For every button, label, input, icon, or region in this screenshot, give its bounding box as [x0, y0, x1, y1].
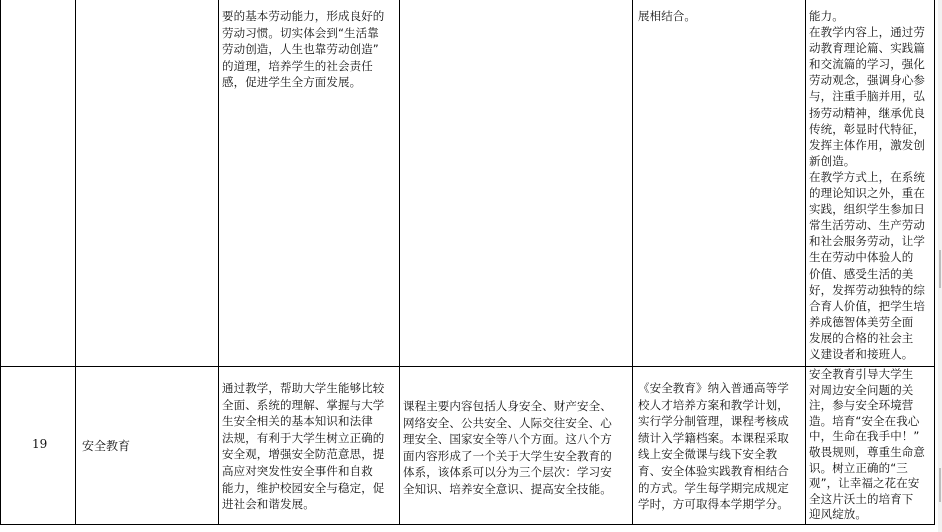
objectives-cell-continued: 要的基本劳动能力，形成良好的 劳动习惯。切实体会到“生活靠 劳动创造，人生也靠劳动创造” 的道理，培养学生的社会责任 感，促进学生全方面发展。 [222, 9, 385, 90]
content-cell: 课程主要内容包括人身安全、财产安全、 网络安全、公共安全、人际交往安全、心 理安全、国家安全等八个方面。这八个方 面内容形成了一个关于大学生安全教育的 体系，该体系可以分为三个层次：学习安 全知识、培养安全意识、提高安全技能。 [403, 399, 612, 496]
row-divider [0, 366, 935, 367]
implementation-cell-continued: 展相结合。 [638, 9, 696, 23]
course-number: 19 [32, 437, 48, 451]
table-border-right [934, 0, 935, 525]
scroll-edge-mark [939, 250, 941, 288]
table-border-left [0, 0, 1, 525]
course-name: 安全教育 [82, 439, 131, 453]
column-divider [632, 0, 633, 525]
reform-cell-continued: 能力。 在教学内容上，通过劳 动教育理论篇、实践篇 和交流篇的学习，强化 劳动观念，强调身心参 与，注重手脑并用，弘 扬劳动精神，继承优良 传统，彰显时代特征， 发挥主体作用，激发创 新创造。 在教学方式上，在系统 的理论知识之外，重在 实践，组织学生参加日 常生活劳动、生产劳动 和社会服务劳动，让学 生在劳动中体验人的 价值、感受生活的美 好，发挥劳动独特的综 合育人价值，把学生培 养成德智体美劳全面 发展的合格的社会主 义建设者和接班人。 [809, 9, 925, 361]
reform-cell: 安全教育引导大学生 对周边安全问题的关 注，参与安全环境营 造。培育“安全在我心 中，生命在我手中！” 敬畏规则，尊重生命意 识。树立正确的“三 观”，让幸福之花在安 全这片沃土的培育下 迎风绽放。 [809, 367, 925, 522]
table-border-bottom [0, 524, 935, 525]
column-divider [805, 0, 806, 525]
column-divider [218, 0, 219, 525]
implementation-cell: 《安全教育》纳入普通高等学 校人才培养方案和教学计划， 实行学分制管理，课程考核成 绩计入学籍档案。本课程采取 线上安全微课与线下安全教 育、安全体验实践教育相结合 的方式。学生每学期完成规定 学时，方可取得本学期学分。 [638, 381, 789, 512]
objectives-cell: 通过教学，帮助大学生能够比较 全面、系统的理解、掌握与大学 生安全相关的基本知识和法律 法规，有利于大学生树立正确的 安全观，增强安全防范意思，提 高应对突发性安全事件和自救 能力，维护校园安全与稳定，促 进社会和谐发展。 [222, 381, 385, 512]
column-divider [399, 0, 400, 525]
scroll-edge-mark [939, 468, 941, 502]
column-divider [75, 0, 76, 525]
